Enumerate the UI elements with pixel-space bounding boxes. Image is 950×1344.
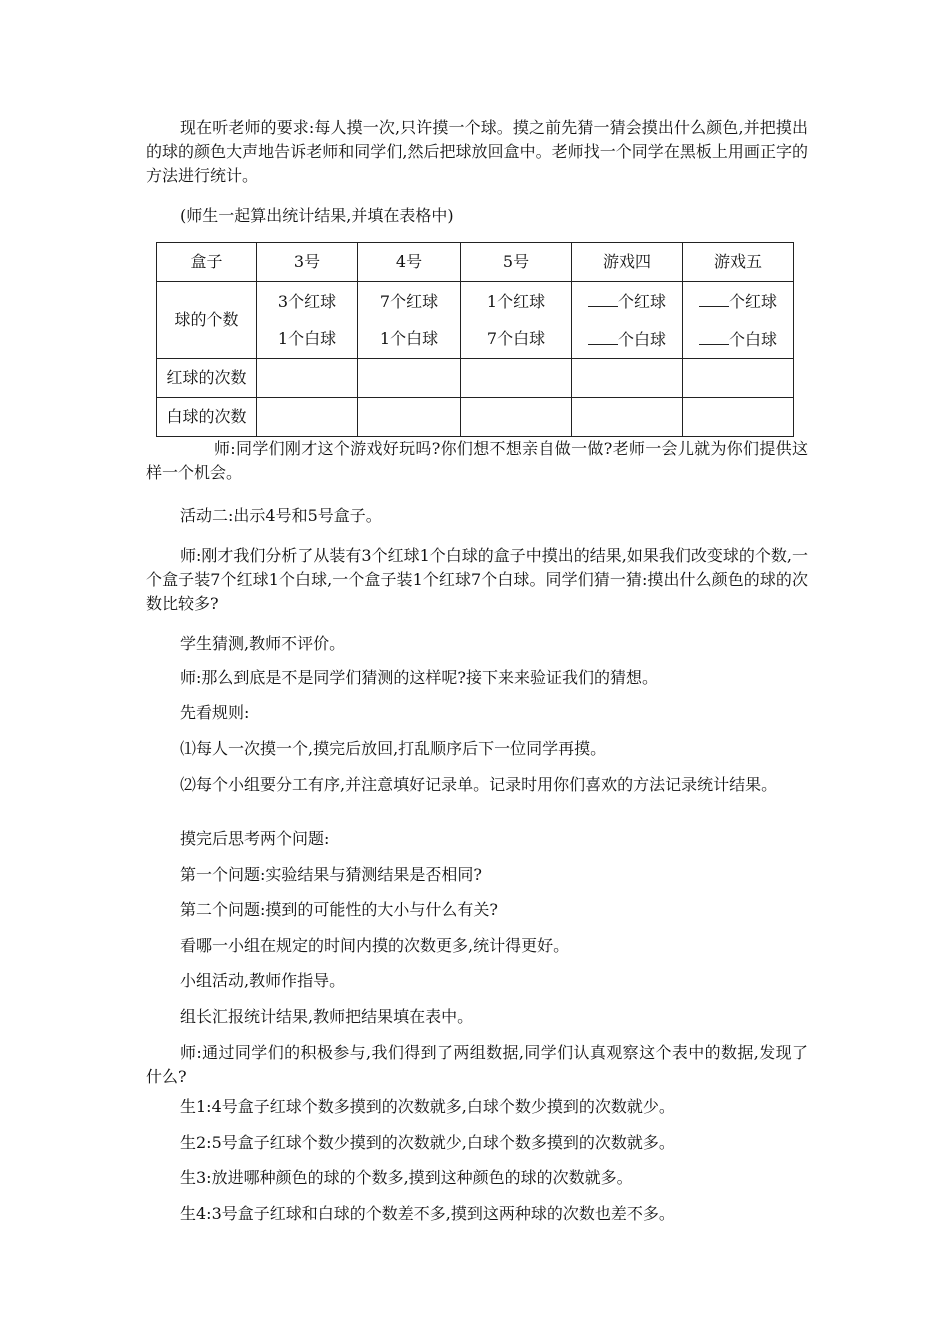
- fill-in-blank: [588, 291, 618, 307]
- red-ball-fill-in: [572, 291, 682, 312]
- red-ball-label: 个红球: [728, 291, 777, 311]
- header-box: 盒子: [157, 243, 257, 282]
- header-game-4: 游戏四: [572, 243, 683, 282]
- paragraph-student-4: 生4:3号盒子红球和白球的个数差不多,摸到这两种球的次数也差不多。: [180, 1204, 675, 1223]
- paragraph-question-1: 第一个问题:实验结果与猜测结果是否相同?: [180, 865, 482, 884]
- paragraph-think-heading: 摸完后思考两个问题:: [180, 829, 330, 848]
- fill-in-blank: [699, 291, 729, 307]
- paragraph-teacher-analysis: 师:刚才我们分析了从装有3个红球1个白球的盒子中摸出的结果,如果我们改变球的个数,一个盒子装7个红球1个白球,一个盒子装1个红球7个白球。同学们猜一猜:摸出什么颜色的球的次数比较多?: [146, 546, 808, 613]
- paragraph-student-guess: 学生猜测,教师不评价。: [180, 634, 346, 653]
- white-ball-count: 1个白球: [379, 328, 439, 348]
- white-ball-label: 个白球: [617, 329, 666, 349]
- paragraph-rules-heading: 先看规则:: [180, 703, 250, 722]
- header-box-5: 5号: [461, 243, 572, 282]
- paragraph-teacher-question: 师:同学们刚才这个游戏好玩吗?你们想不想亲自做一做?老师一会儿就为你们提供这样一个机会。: [146, 439, 808, 482]
- fill-in-blank: [699, 329, 729, 345]
- red-ball-count: 1个红球: [486, 291, 546, 311]
- paragraph-student-2: 生2:5号盒子红球个数少摸到的次数就少,白球个数多摸到的次数就多。: [180, 1133, 675, 1152]
- paragraph-teacher-observe: 师:通过同学们的积极参与,我们得到了两组数据,同学们认真观察这个表中的数据,发现了什么?: [146, 1043, 808, 1086]
- white-times-cell: [461, 398, 572, 437]
- paragraph-table-note: (师生一起算出统计结果,并填在表格中): [180, 206, 454, 225]
- table-row-white-times: [157, 398, 794, 437]
- ball-count-cell: [572, 282, 683, 359]
- red-times-cell: [257, 359, 358, 398]
- white-times-cell: [257, 398, 358, 437]
- paragraph-rule-1: ⑴每人一次摸一个,摸完后放回,打乱顺序后下一位同学再摸。: [180, 739, 607, 758]
- red-ball-count: 7个红球: [379, 291, 439, 311]
- paragraph-rule-2: ⑵每个小组要分工有序,并注意填好记录单。记录时用你们喜欢的方法记录统计结果。: [180, 775, 778, 794]
- white-ball-count: 1个白球: [277, 328, 337, 348]
- header-box-3: 3号: [257, 243, 358, 282]
- paragraph-report: 组长汇报统计结果,教师把结果填在表中。: [180, 1007, 474, 1026]
- ball-count-cell: [683, 282, 794, 359]
- red-ball-label: 个红球: [617, 291, 666, 311]
- red-times-cell: [461, 359, 572, 398]
- red-times-cell: [572, 359, 683, 398]
- white-times-cell: [572, 398, 683, 437]
- white-ball-fill-in: [683, 329, 793, 350]
- row-label-red-times: 红球的次数: [157, 359, 257, 398]
- red-times-cell: [683, 359, 794, 398]
- red-times-cell: [358, 359, 461, 398]
- paragraph-group-activity: 小组活动,教师作指导。: [180, 971, 346, 990]
- ball-count-cell: [461, 282, 572, 359]
- table-row-red-times: [157, 359, 794, 398]
- white-ball-fill-in: [572, 329, 682, 350]
- paragraph-student-3: 生3:放进哪种颜色的球的个数多,摸到这种颜色的球的次数就多。: [180, 1168, 633, 1187]
- white-ball-count: 7个白球: [486, 328, 546, 348]
- paragraph-verify: 师:那么到底是不是同学们猜测的这样呢?接下来来验证我们的猜想。: [180, 668, 658, 687]
- paragraph-activity-two: 活动二:出示4号和5号盒子。: [180, 506, 382, 525]
- red-ball-count: 3个红球: [277, 291, 337, 311]
- header-game-5: 游戏五: [683, 243, 794, 282]
- statistics-table: [156, 242, 794, 437]
- table-row-ball-counts: [157, 282, 794, 359]
- white-times-cell: [683, 398, 794, 437]
- white-times-cell: [358, 398, 461, 437]
- row-label-white-times: 白球的次数: [157, 398, 257, 437]
- paragraph-student-1: 生1:4号盒子红球个数多摸到的次数就多,白球个数少摸到的次数就少。: [180, 1097, 675, 1116]
- ball-count-cell: [358, 282, 461, 359]
- paragraph-group-challenge: 看哪一小组在规定的时间内摸的次数更多,统计得更好。: [180, 936, 570, 955]
- paragraph-question-2: 第二个问题:摸到的可能性的大小与什么有关?: [180, 900, 498, 919]
- red-ball-fill-in: [683, 291, 793, 312]
- table-header-row: [157, 243, 794, 282]
- row-label-ball-count: 球的个数: [157, 282, 257, 359]
- ball-count-cell: [257, 282, 358, 359]
- white-ball-label: 个白球: [728, 329, 777, 349]
- paragraph-teacher-request: 现在听老师的要求:每人摸一次,只许摸一个球。摸之前先猜一猜会摸出什么颜色,并把摸出的球的颜色大声地告诉老师和同学们,然后把球放回盒中。老师找一个同学在黑板上用画正字的方法进行统计。: [146, 118, 808, 185]
- fill-in-blank: [588, 329, 618, 345]
- header-box-4: 4号: [358, 243, 461, 282]
